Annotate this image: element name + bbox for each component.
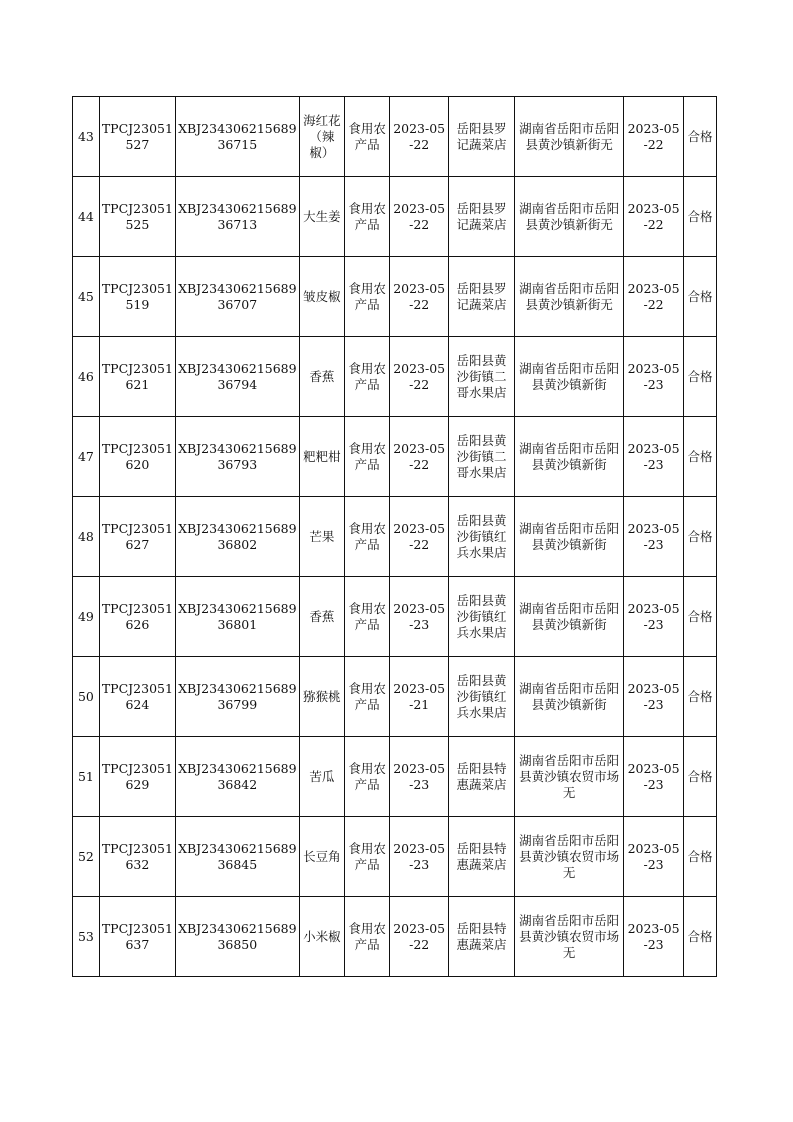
sample-id-cell: XBJ23430621568936715 (176, 97, 300, 177)
sample-name-cell: 海红花（辣椒） (299, 97, 344, 177)
store-address-cell: 湖南省岳阳市岳阳县黄沙镇农贸市场无 (514, 737, 623, 817)
result-cell: 合格 (683, 657, 716, 737)
store-address-cell: 湖南省岳阳市岳阳县黄沙镇新街无 (514, 97, 623, 177)
task-id-cell: TPCJ23051519 (99, 257, 175, 337)
report-date-cell: 2023-05-23 (624, 657, 684, 737)
store-address-cell: 湖南省岳阳市岳阳县黄沙镇农贸市场无 (514, 817, 623, 897)
sample-name-cell: 粑粑柑 (299, 417, 344, 497)
result-cell: 合格 (683, 577, 716, 657)
sampling-date-cell: 2023-05-23 (390, 817, 449, 897)
category-cell: 食用农产品 (344, 817, 389, 897)
table-body (73, 97, 717, 977)
sample-id-cell: XBJ23430621568936707 (176, 257, 300, 337)
result-cell: 合格 (683, 417, 716, 497)
category-cell: 食用农产品 (344, 897, 389, 977)
sampling-date-cell: 2023-05-22 (390, 177, 449, 257)
store-name-cell: 岳阳县罗记蔬菜店 (449, 97, 515, 177)
inspection-results-table (72, 96, 717, 977)
sampling-date-cell: 2023-05-22 (390, 897, 449, 977)
report-date-cell: 2023-05-23 (624, 577, 684, 657)
result-cell: 合格 (683, 497, 716, 577)
result-cell: 合格 (683, 257, 716, 337)
report-date-cell: 2023-05-23 (624, 417, 684, 497)
table-row (73, 817, 717, 897)
sample-id-cell: XBJ23430621568936845 (176, 817, 300, 897)
store-name-cell: 岳阳县黄沙街镇红兵水果店 (449, 577, 515, 657)
result-cell: 合格 (683, 177, 716, 257)
table-row (73, 337, 717, 417)
task-id-cell: TPCJ23051632 (99, 817, 175, 897)
store-address-cell: 湖南省岳阳市岳阳县黄沙镇新街 (514, 497, 623, 577)
category-cell: 食用农产品 (344, 97, 389, 177)
sample-id-cell: XBJ23430621568936842 (176, 737, 300, 817)
task-id-cell: TPCJ23051627 (99, 497, 175, 577)
sample-name-cell: 芒果 (299, 497, 344, 577)
table-row (73, 417, 717, 497)
store-address-cell: 湖南省岳阳市岳阳县黄沙镇新街 (514, 577, 623, 657)
category-cell: 食用农产品 (344, 737, 389, 817)
category-cell: 食用农产品 (344, 337, 389, 417)
report-date-cell: 2023-05-23 (624, 817, 684, 897)
result-cell: 合格 (683, 897, 716, 977)
sampling-date-cell: 2023-05-22 (390, 97, 449, 177)
result-cell: 合格 (683, 97, 716, 177)
row-number-cell: 53 (73, 897, 100, 977)
task-id-cell: TPCJ23051621 (99, 337, 175, 417)
row-number-cell: 52 (73, 817, 100, 897)
sample-id-cell: XBJ23430621568936801 (176, 577, 300, 657)
category-cell: 食用农产品 (344, 497, 389, 577)
sample-name-cell: 长豆角 (299, 817, 344, 897)
task-id-cell: TPCJ23051527 (99, 97, 175, 177)
row-number-cell: 47 (73, 417, 100, 497)
store-name-cell: 岳阳县罗记蔬菜店 (449, 257, 515, 337)
sampling-date-cell: 2023-05-23 (390, 737, 449, 817)
category-cell: 食用农产品 (344, 417, 389, 497)
category-cell: 食用农产品 (344, 257, 389, 337)
table-row (73, 737, 717, 817)
store-name-cell: 岳阳县罗记蔬菜店 (449, 177, 515, 257)
sampling-date-cell: 2023-05-22 (390, 417, 449, 497)
table-row (73, 497, 717, 577)
store-name-cell: 岳阳县特惠蔬菜店 (449, 737, 515, 817)
result-cell: 合格 (683, 817, 716, 897)
result-cell: 合格 (683, 337, 716, 417)
store-address-cell: 湖南省岳阳市岳阳县黄沙镇新街无 (514, 257, 623, 337)
sampling-date-cell: 2023-05-22 (390, 337, 449, 417)
row-number-cell: 50 (73, 657, 100, 737)
row-number-cell: 44 (73, 177, 100, 257)
row-number-cell: 43 (73, 97, 100, 177)
table-row (73, 257, 717, 337)
task-id-cell: TPCJ23051620 (99, 417, 175, 497)
task-id-cell: TPCJ23051629 (99, 737, 175, 817)
sample-name-cell: 香蕉 (299, 577, 344, 657)
sample-name-cell: 大生姜 (299, 177, 344, 257)
store-address-cell: 湖南省岳阳市岳阳县黄沙镇新街 (514, 337, 623, 417)
store-name-cell: 岳阳县黄沙街镇二哥水果店 (449, 337, 515, 417)
store-address-cell: 湖南省岳阳市岳阳县黄沙镇新街无 (514, 177, 623, 257)
table-row (73, 97, 717, 177)
task-id-cell: TPCJ23051637 (99, 897, 175, 977)
sampling-date-cell: 2023-05-22 (390, 257, 449, 337)
category-cell: 食用农产品 (344, 577, 389, 657)
row-number-cell: 45 (73, 257, 100, 337)
table-row (73, 177, 717, 257)
store-address-cell: 湖南省岳阳市岳阳县黄沙镇新街 (514, 417, 623, 497)
result-cell: 合格 (683, 737, 716, 817)
row-number-cell: 51 (73, 737, 100, 817)
category-cell: 食用农产品 (344, 177, 389, 257)
sample-id-cell: XBJ23430621568936793 (176, 417, 300, 497)
store-address-cell: 湖南省岳阳市岳阳县黄沙镇新街 (514, 657, 623, 737)
report-date-cell: 2023-05-22 (624, 257, 684, 337)
sampling-date-cell: 2023-05-21 (390, 657, 449, 737)
report-date-cell: 2023-05-23 (624, 897, 684, 977)
sample-name-cell: 香蕉 (299, 337, 344, 417)
store-name-cell: 岳阳县特惠蔬菜店 (449, 817, 515, 897)
store-name-cell: 岳阳县黄沙街镇红兵水果店 (449, 657, 515, 737)
sample-name-cell: 猕猴桃 (299, 657, 344, 737)
report-date-cell: 2023-05-22 (624, 97, 684, 177)
row-number-cell: 49 (73, 577, 100, 657)
task-id-cell: TPCJ23051626 (99, 577, 175, 657)
table-row (73, 657, 717, 737)
table-row (73, 897, 717, 977)
sample-name-cell: 苦瓜 (299, 737, 344, 817)
store-name-cell: 岳阳县特惠蔬菜店 (449, 897, 515, 977)
task-id-cell: TPCJ23051624 (99, 657, 175, 737)
store-name-cell: 岳阳县黄沙街镇红兵水果店 (449, 497, 515, 577)
report-date-cell: 2023-05-22 (624, 177, 684, 257)
row-number-cell: 46 (73, 337, 100, 417)
store-address-cell: 湖南省岳阳市岳阳县黄沙镇农贸市场无 (514, 897, 623, 977)
report-date-cell: 2023-05-23 (624, 497, 684, 577)
table-row (73, 577, 717, 657)
sample-name-cell: 小米椒 (299, 897, 344, 977)
sample-id-cell: XBJ23430621568936850 (176, 897, 300, 977)
sample-id-cell: XBJ23430621568936799 (176, 657, 300, 737)
row-number-cell: 48 (73, 497, 100, 577)
sample-id-cell: XBJ23430621568936713 (176, 177, 300, 257)
sample-name-cell: 皱皮椒 (299, 257, 344, 337)
task-id-cell: TPCJ23051525 (99, 177, 175, 257)
report-date-cell: 2023-05-23 (624, 337, 684, 417)
sampling-date-cell: 2023-05-22 (390, 497, 449, 577)
report-date-cell: 2023-05-23 (624, 737, 684, 817)
sample-id-cell: XBJ23430621568936794 (176, 337, 300, 417)
category-cell: 食用农产品 (344, 657, 389, 737)
sampling-date-cell: 2023-05-23 (390, 577, 449, 657)
sample-id-cell: XBJ23430621568936802 (176, 497, 300, 577)
store-name-cell: 岳阳县黄沙街镇二哥水果店 (449, 417, 515, 497)
